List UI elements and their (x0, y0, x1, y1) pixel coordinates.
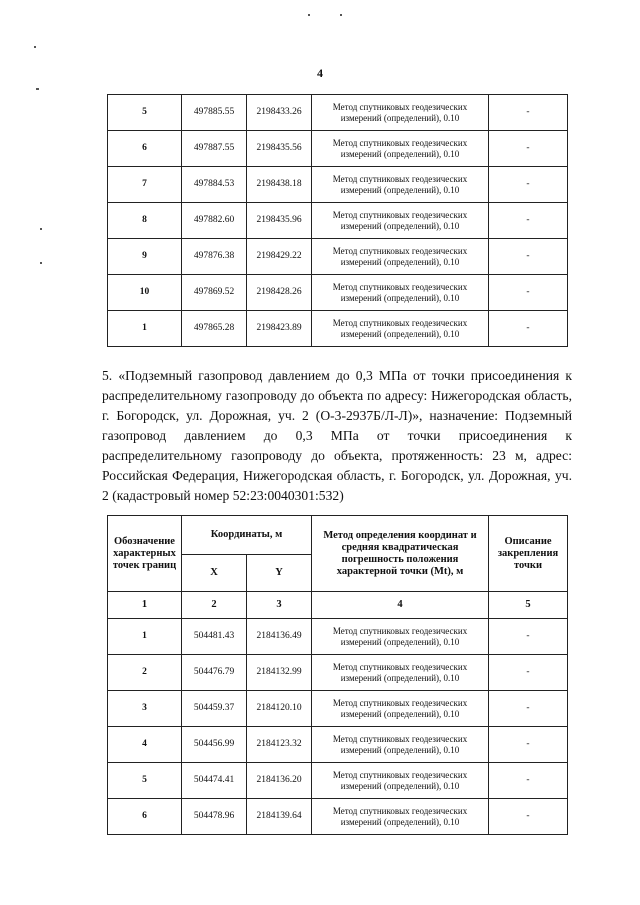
method-cell: Метод спутниковых геодезических измерений (определений), 0.10 (312, 619, 489, 655)
table-row (108, 203, 568, 239)
scan-speck (40, 228, 42, 230)
method-cell: Метод спутниковых геодезических измерений (определений), 0.10 (312, 655, 489, 691)
description-cell: - (489, 655, 568, 691)
y-coordinate-cell: 2198433.26 (247, 95, 312, 131)
section-5-description: 5. «Подземный газопровод давлением до 0,3 МПа от точки присоединения к распределительному газопроводу до объекта по адресу: Нижегородская область, г. Богородск, ул. Дорожная, уч. 2 (О-3-2937Б/Л-Л)», назначение: Подземный газопровод давлением до 0,3 МПа от точки присоединения к распределительному газопроводу до объекта, протяженность: 23 м, адрес: Российская Федерация, Нижегородская область, г. Богородск, ул. Дорожная, уч. 2 (кадастровый номер 52:23:0040301:532) (102, 368, 572, 503)
description-cell: - (489, 691, 568, 727)
description-cell: - (489, 239, 568, 275)
x-coordinate-cell: 504474.41 (182, 763, 247, 799)
table-row (108, 275, 568, 311)
x-coordinate-cell: 504456.99 (182, 727, 247, 763)
method-cell: Метод спутниковых геодезических измерений (определений), 0.10 (312, 763, 489, 799)
description-cell: - (489, 203, 568, 239)
method-cell: Метод спутниковых геодезических измерений (определений), 0.10 (312, 799, 489, 835)
y-coordinate-cell: 2184136.49 (247, 619, 312, 655)
point-cell: 6 (108, 131, 182, 167)
method-cell: Метод спутниковых геодезических измерений (определений), 0.10 (312, 691, 489, 727)
table-row (108, 655, 568, 691)
y-coordinate-cell: 2184136.20 (247, 763, 312, 799)
description-cell: - (489, 131, 568, 167)
x-coordinate-cell: 497865.28 (182, 311, 247, 347)
table-row (108, 239, 568, 275)
coordinates-table-body (108, 95, 568, 347)
header-x: X (182, 555, 247, 592)
method-cell: Метод спутниковых геодезических измерений (определений), 0.10 (312, 727, 489, 763)
point-cell: 10 (108, 275, 182, 311)
table-row (108, 799, 568, 835)
header-coordinates: Координаты, м (182, 516, 312, 555)
description-cell: - (489, 95, 568, 131)
description-cell: - (489, 275, 568, 311)
method-cell: Метод спутниковых геодезических измерений (определений), 0.10 (312, 203, 489, 239)
table-row (108, 131, 568, 167)
description-cell: - (489, 167, 568, 203)
method-cell: Метод спутниковых геодезических измерений (определений), 0.10 (312, 131, 489, 167)
table-row (108, 95, 568, 131)
table-row (108, 311, 568, 347)
x-coordinate-cell: 497884.53 (182, 167, 247, 203)
y-coordinate-cell: 2198435.56 (247, 131, 312, 167)
table-row (108, 763, 568, 799)
y-coordinate-cell: 2198438.18 (247, 167, 312, 203)
x-coordinate-cell: 497882.60 (182, 203, 247, 239)
y-coordinate-cell: 2198428.26 (247, 275, 312, 311)
point-cell: 3 (108, 691, 182, 727)
y-coordinate-cell: 2184132.99 (247, 655, 312, 691)
y-coordinate-cell: 2184123.32 (247, 727, 312, 763)
x-coordinate-cell: 504476.79 (182, 655, 247, 691)
point-cell: 1 (108, 619, 182, 655)
table-row (108, 691, 568, 727)
column-index: 2 (182, 592, 247, 619)
method-cell: Метод спутниковых геодезических измерений (определений), 0.10 (312, 95, 489, 131)
method-cell: Метод спутниковых геодезических измерений (определений), 0.10 (312, 311, 489, 347)
x-coordinate-cell: 497876.38 (182, 239, 247, 275)
coordinates-table-continued (107, 94, 568, 347)
scan-speck (40, 262, 42, 264)
coordinates-table-body (108, 619, 568, 835)
description-cell: - (489, 727, 568, 763)
x-coordinate-cell: 504478.96 (182, 799, 247, 835)
column-index: 1 (108, 592, 182, 619)
table-row (108, 167, 568, 203)
header-designation: Обозначение характерных точек границ (108, 516, 182, 592)
column-index: 3 (247, 592, 312, 619)
description-cell: - (489, 311, 568, 347)
table-row (108, 727, 568, 763)
table-row (108, 619, 568, 655)
point-cell: 6 (108, 799, 182, 835)
header-method: Метод определения координат и средняя квадратическая погрешность положения характерной точки (Mt), м (312, 516, 489, 592)
y-coordinate-cell: 2198429.22 (247, 239, 312, 275)
point-cell: 2 (108, 655, 182, 691)
x-coordinate-cell: 504459.37 (182, 691, 247, 727)
scan-speck (340, 14, 342, 16)
scan-speck (36, 88, 39, 90)
description-cell: - (489, 619, 568, 655)
point-cell: 8 (108, 203, 182, 239)
point-cell: 5 (108, 95, 182, 131)
header-y: Y (247, 555, 312, 592)
scan-speck (34, 46, 36, 48)
scan-speck (308, 14, 310, 16)
y-coordinate-cell: 2184120.10 (247, 691, 312, 727)
x-coordinate-cell: 497885.55 (182, 95, 247, 131)
description-cell: - (489, 763, 568, 799)
point-cell: 4 (108, 727, 182, 763)
coordinates-table (107, 515, 568, 835)
x-coordinate-cell: 504481.43 (182, 619, 247, 655)
x-coordinate-cell: 497887.55 (182, 131, 247, 167)
y-coordinate-cell: 2198423.89 (247, 311, 312, 347)
column-index: 5 (489, 592, 568, 619)
header-description: Описание закрепления точки (489, 516, 568, 592)
point-cell: 7 (108, 167, 182, 203)
page-number: 4 (317, 66, 323, 80)
y-coordinate-cell: 2184139.64 (247, 799, 312, 835)
method-cell: Метод спутниковых геодезических измерений (определений), 0.10 (312, 275, 489, 311)
point-cell: 1 (108, 311, 182, 347)
y-coordinate-cell: 2198435.96 (247, 203, 312, 239)
point-cell: 9 (108, 239, 182, 275)
method-cell: Метод спутниковых геодезических измерений (определений), 0.10 (312, 167, 489, 203)
column-index: 4 (312, 592, 489, 619)
point-cell: 5 (108, 763, 182, 799)
x-coordinate-cell: 497869.52 (182, 275, 247, 311)
description-cell: - (489, 799, 568, 835)
method-cell: Метод спутниковых геодезических измерений (определений), 0.10 (312, 239, 489, 275)
table-header (108, 516, 568, 619)
